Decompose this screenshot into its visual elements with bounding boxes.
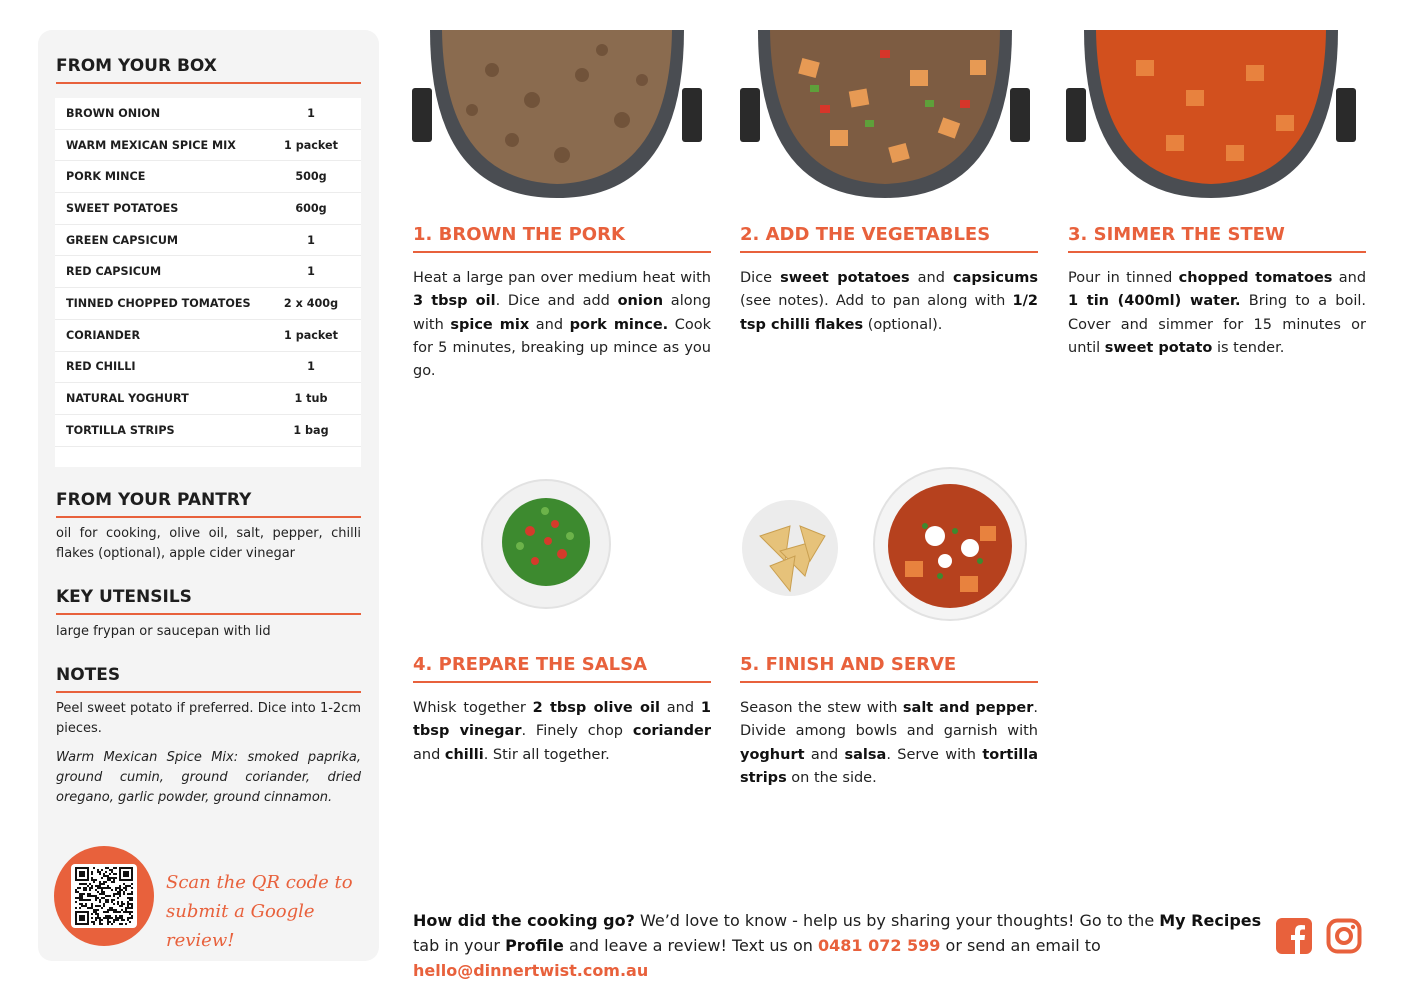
step-text-bold: 1 tin (400ml) water. — [1068, 293, 1241, 310]
ingredients-table — [55, 98, 361, 467]
step4-title: 4. PREPARE THE SALSA — [413, 654, 711, 683]
ingredient-name: RED CHILLI — [66, 360, 136, 374]
step5-title: 5. FINISH AND SERVE — [740, 654, 1038, 683]
profile-link[interactable]: Profile — [505, 936, 564, 955]
ingredient-row — [55, 225, 361, 257]
footer-text-4: or send an email to — [940, 936, 1101, 955]
ingredient-row — [55, 193, 361, 225]
ingredient-qty: 1 packet — [284, 138, 338, 152]
step-text-segment: Bring to a boil. Cover and simmer for 15 minutes or until — [1068, 293, 1366, 356]
facebook-icon[interactable] — [1276, 918, 1312, 954]
ingredient-qty: 1 — [307, 360, 315, 374]
ingredient-name: SWEET POTATOES — [66, 201, 179, 215]
utensils-title: KEY UTENSILS — [56, 587, 361, 615]
step-text-segment: and — [659, 700, 701, 716]
qr-caption — [166, 868, 366, 955]
phone-link[interactable]: 0481 072 599 — [817, 936, 941, 955]
ingredient-name: PORK MINCE — [66, 170, 146, 184]
step-text-bold: chilli — [444, 746, 484, 763]
my-recipes-link[interactable]: My Recipes — [1159, 911, 1262, 930]
step-text-bold: 3 tbsp oil — [413, 293, 496, 310]
notes-spice-text: Warm Mexican Spice Mix: smoked paprika, ground cumin, ground coriander, dried oregano, garlic powder, ground cinnamon. — [56, 750, 361, 805]
utensils-text: large frypan or saucepan with lid — [56, 624, 271, 639]
step2-text — [740, 267, 1038, 337]
step-text-bold: salt and pepper — [902, 700, 1034, 716]
step-text-segment: Whisk together — [413, 700, 533, 716]
step3-photo — [1066, 30, 1366, 198]
ingredient-qty: 600g — [295, 201, 327, 215]
step-text-segment: . Stir all together. — [483, 746, 610, 763]
ingredient-row — [55, 161, 361, 193]
qr-caption-line1: Scan the QR code to — [166, 872, 353, 893]
ingredient-row — [55, 415, 361, 447]
ingredient-qty: 1 bag — [293, 423, 329, 437]
step1-text — [413, 267, 711, 383]
step-text-segment: Pour in tinned — [1068, 270, 1179, 286]
step-text-segment: Cook for 5 minutes, breaking up mince as you go. — [413, 316, 712, 380]
step-text-segment: . Divide among bowls and garnish with — [740, 700, 1038, 740]
step-text-bold: 1/2 tsp chilli flakes — [740, 293, 1038, 333]
step5-text — [740, 697, 1038, 790]
ingredient-row — [55, 352, 361, 384]
step-text-segment: . Finely chop — [521, 723, 633, 740]
step-text-bold: capsicums — [952, 270, 1039, 286]
ingredient-name: BROWN ONION — [66, 106, 161, 120]
ingredient-name: WARM MEXICAN SPICE MIX — [66, 138, 236, 152]
step-text-bold: salsa — [844, 746, 887, 763]
step5-photo — [740, 466, 1032, 624]
qr-badge — [54, 846, 154, 946]
ingredient-row — [55, 320, 361, 352]
step-text-bold: pork mince. — [569, 316, 669, 333]
ingredient-qty: 1 tub — [294, 392, 328, 406]
step-text-segment: . Dice and add — [495, 293, 618, 310]
ingredient-qty: 1 packet — [284, 328, 338, 342]
step1-title: 1. BROWN THE PORK — [413, 224, 711, 253]
qr-code-icon[interactable] — [71, 864, 137, 928]
qr-caption-line2: submit a Google review! — [166, 901, 315, 951]
ingredient-name: TINNED CHOPPED TOMATOES — [66, 296, 251, 310]
step-text-segment: Heat a large pan over medium heat with — [413, 270, 711, 286]
step1-photo — [412, 30, 712, 198]
step-text-segment: (optional). — [863, 316, 943, 333]
ingredient-name: RED CAPSICUM — [66, 265, 162, 279]
ingredient-row — [55, 98, 361, 130]
step2-title: 2. ADD THE VEGETABLES — [740, 224, 1038, 253]
step-text-bold: onion — [617, 293, 664, 310]
feedback-footer — [413, 908, 1263, 983]
step-text-bold: coriander — [632, 723, 711, 740]
step-text-segment: and — [909, 270, 953, 286]
step-text-bold: sweet potatoes — [780, 270, 910, 286]
step-text-segment: Dice — [740, 270, 781, 286]
step2-photo — [740, 30, 1040, 198]
step-text-bold: spice mix — [450, 316, 530, 333]
ingredient-name: TORTILLA STRIPS — [66, 423, 175, 437]
step-text-segment: and — [804, 746, 845, 763]
ingredient-name: NATURAL YOGHURT — [66, 392, 189, 406]
ingredient-row — [55, 130, 361, 162]
step3-title: 3. SIMMER THE STEW — [1068, 224, 1366, 253]
pantry-text: oil for cooking, olive oil, salt, pepper, chilli flakes (optional), apple cider vinegar — [56, 526, 361, 561]
step-text-bold: tortilla strips — [740, 746, 1039, 786]
email-link[interactable]: hello@dinnertwist.com.au — [413, 961, 649, 980]
box-title: FROM YOUR BOX — [56, 56, 361, 84]
pantry-title: FROM YOUR PANTRY — [56, 490, 361, 518]
step-text-segment: along with — [413, 293, 711, 333]
step-text-segment: . Serve with — [886, 746, 983, 763]
ingredient-row — [55, 256, 361, 288]
step4-photo — [480, 476, 612, 612]
ingredient-row — [55, 383, 361, 415]
step-text-bold: chopped tomatoes — [1178, 270, 1333, 286]
ingredient-qty: 1 — [307, 265, 315, 279]
step-text-segment: and — [413, 746, 445, 763]
step-text-segment: and — [529, 316, 570, 333]
notes-title: NOTES — [56, 665, 361, 693]
ingredient-row — [55, 288, 361, 320]
step-text-segment: is tender. — [1212, 339, 1285, 356]
ingredient-qty: 2 x 400g — [283, 296, 339, 310]
step4-text — [413, 697, 711, 767]
footer-text-2: tab in your — [413, 936, 506, 955]
footer-question: How did the cooking go? — [413, 911, 635, 930]
instagram-icon[interactable] — [1326, 918, 1362, 954]
step-text-segment: Season the stew with — [740, 700, 903, 716]
notes-text: Peel sweet potato if preferred. Dice into 1-2cm pieces. — [56, 701, 361, 736]
sidebar-panel — [38, 30, 379, 961]
step-text-segment: on the side. — [786, 769, 877, 786]
ingredient-qty: 1 — [307, 106, 315, 120]
step-text-bold: 2 tbsp olive oil — [532, 700, 660, 716]
footer-text-3: and leave a review! Text us on — [563, 936, 818, 955]
ingredient-qty: 500g — [295, 170, 327, 184]
step3-text — [1068, 267, 1366, 360]
step-text-bold: yoghurt — [740, 746, 805, 763]
step-text-bold: sweet potato — [1104, 339, 1213, 356]
step-text-segment: and — [1332, 270, 1367, 286]
ingredient-qty: 1 — [307, 233, 315, 247]
footer-text-1: We’d love to know - help us by sharing your thoughts! Go to the — [634, 911, 1160, 930]
step-text-segment: (see notes). Add to pan along with — [740, 293, 1013, 310]
ingredient-name: GREEN CAPSICUM — [66, 233, 179, 247]
ingredient-name: CORIANDER — [66, 328, 141, 342]
step-text-bold: 1 tbsp vinegar — [413, 700, 711, 740]
